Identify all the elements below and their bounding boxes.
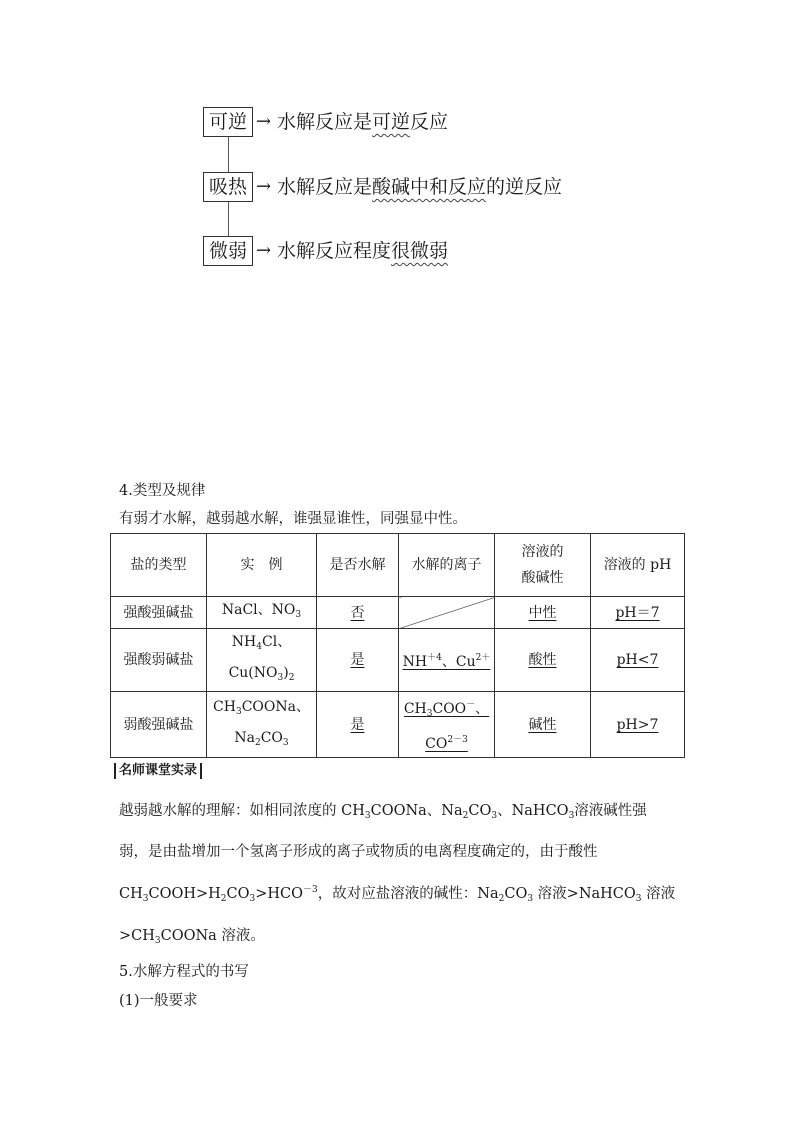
- header-cell: 实 例: [207, 534, 317, 597]
- connector-line-bottom: [228, 201, 229, 237]
- ion-cell: $NH^{+4}$、$Cu^{2+}$: [399, 629, 495, 692]
- feature-desc-weak: 水解反应程度很微弱: [277, 240, 449, 262]
- header-cell: 水解的离子: [399, 534, 495, 597]
- table-row: [111, 629, 685, 692]
- feature-desc-endothermic: 水解反应是酸碱中和反应的逆反应: [277, 176, 563, 198]
- arrow-icon: →: [256, 111, 272, 132]
- section-4-rule: 有弱才水解，越弱越水解，谁强显谁性，同强显中性。: [119, 511, 467, 527]
- salt-type-cell: 强酸弱碱盐: [111, 629, 207, 692]
- connector-line-top: [228, 137, 229, 173]
- example-cell: $CH_3COONa$、 $Na_2CO_3$: [207, 692, 317, 758]
- teacher-note-line-2: 弱，是由盐增加一个氢离子形成的离子或物质的电离程度确定的，由于酸性: [119, 844, 598, 860]
- section-5-subtitle: (1)一般要求: [119, 993, 198, 1009]
- table-row: [111, 597, 685, 629]
- section-5-title: 5.水解方程式的书写: [119, 964, 249, 980]
- ph-cell: pH＝7: [591, 597, 685, 629]
- salt-hydrolysis-table: [110, 533, 685, 758]
- arrow-icon: →: [256, 176, 272, 197]
- feature-box-reversible: 可逆: [203, 107, 253, 137]
- header-cell: 是否水解: [317, 534, 399, 597]
- hydrolysis-features-diagram: [0, 0, 794, 300]
- ph-cell: pH>7: [591, 692, 685, 758]
- teacher-note-line-1: 越弱越水解的理解：如相同浓度的 $CH_3COONa$、$Na_2CO_3$、NaHCO$_3$溶液碱性强: [119, 803, 647, 821]
- table-row: [111, 692, 685, 758]
- teacher-note-tag: 名师课堂实录: [114, 763, 202, 779]
- header-cell: 溶液的 pH: [591, 534, 685, 597]
- feature-desc-reversible: 水解反应是可逆反应: [277, 111, 449, 133]
- ion-cell-empty: [399, 597, 495, 629]
- example-cell: $NH_4Cl$、 $Cu(NO_3)_2$: [207, 629, 317, 692]
- hydrolyze-cell: 是: [317, 692, 399, 758]
- hydrolyze-cell: 是: [317, 629, 399, 692]
- arrow-icon: →: [256, 240, 272, 261]
- hydrolyze-cell: 否: [317, 597, 399, 629]
- acidity-cell: 中性: [495, 597, 591, 629]
- teacher-note-line-3: $CH_3COOH>H_2CO_3>HCO^{-3}$，故对应盐溶液的碱性：$Na_2CO_3$ 溶液>NaHCO$_3$ 溶液: [119, 885, 676, 904]
- example-cell: NaCl、$NO_3$: [207, 597, 317, 629]
- acidity-cell: 酸性: [495, 629, 591, 692]
- header-cell: 溶液的 酸碱性: [495, 534, 591, 597]
- table-header-row: [111, 534, 685, 597]
- section-4-title: 4.类型及规律: [119, 483, 206, 499]
- feature-box-weak: 微弱: [203, 236, 253, 266]
- feature-box-endothermic: 吸热: [203, 172, 253, 202]
- teacher-note-line-4: $>CH_3COONa$ 溶液。: [119, 928, 265, 946]
- ph-cell: pH<7: [591, 629, 685, 692]
- acidity-cell: 碱性: [495, 692, 591, 758]
- header-cell: 盐的类型: [111, 534, 207, 597]
- salt-type-cell: 强酸强碱盐: [111, 597, 207, 629]
- ion-cell: $CH_3COO^-$、 $CO^{2-3}$: [399, 692, 495, 758]
- salt-type-cell: 弱酸强碱盐: [111, 692, 207, 758]
